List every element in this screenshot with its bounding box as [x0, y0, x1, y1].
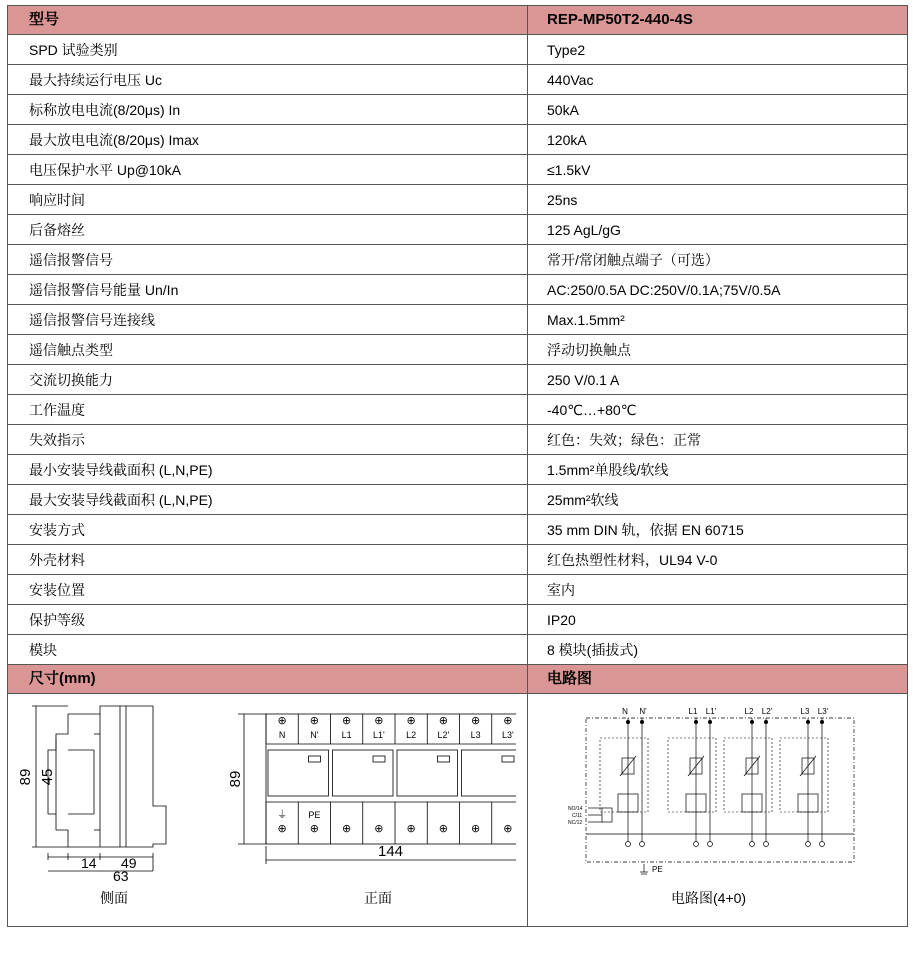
terminal-screw-top: ⊕: [471, 715, 481, 727]
spec-value: 50kA: [528, 95, 908, 125]
spec-label: 后备熔丝: [8, 215, 528, 245]
dimension-drawings-cell: [8, 694, 528, 927]
spec-table: [7, 5, 908, 927]
front-view-drawing: [216, 694, 516, 884]
front-dim-height: 89: [227, 770, 244, 788]
spec-row: [8, 215, 908, 245]
side-dim-63: 63: [113, 868, 129, 884]
spec-value: 125 AgL/gG: [528, 215, 908, 245]
spec-label: SPD 试验类别: [8, 35, 528, 65]
terminal-screw-top: ⊕: [503, 715, 513, 727]
terminal-screw-bottom: ⊕: [309, 823, 319, 835]
remote-label-nc: NC/12: [568, 820, 583, 826]
spec-row: [8, 455, 908, 485]
spec-value: 红色热塑性材料，UL94 V-0: [528, 545, 908, 575]
spec-row: [8, 65, 908, 95]
terminal-screw-bottom: ⊕: [277, 823, 287, 835]
side-view-caption: 侧面: [100, 890, 128, 906]
side-dim-49: 49: [121, 855, 137, 871]
spec-row: [8, 425, 908, 455]
spec-row: [8, 245, 908, 275]
spec-label: 标称放电电流(8/20μs) In: [8, 95, 528, 125]
spec-label: 遥信触点类型: [8, 335, 528, 365]
spec-value: 红色：失效；绿色：正常: [528, 425, 908, 455]
remote-label-c: C/11: [572, 813, 583, 819]
spec-label: 最大放电电流(8/20μs) Imax: [8, 125, 528, 155]
spec-value: AC:250/0.5A DC:250V/0.1A;75V/0.5A: [528, 275, 908, 305]
terminal-screw-top: ⊕: [309, 715, 319, 727]
ground-symbol: ⏚: [277, 810, 288, 821]
protection-module: [600, 738, 648, 812]
spec-label: 遥信报警信号能量 Un/In: [8, 275, 528, 305]
spec-row: [8, 125, 908, 155]
spec-value: 25ns: [528, 185, 908, 215]
spec-label: 安装位置: [8, 575, 528, 605]
spec-label: 外壳材料: [8, 545, 528, 575]
protection-module: [668, 738, 716, 812]
spec-row: [8, 545, 908, 575]
spec-value: 25mm²软线: [528, 485, 908, 515]
pe-terminal-label: PE: [308, 810, 321, 820]
circuit-terminal-label: L2': [761, 707, 773, 716]
spec-row: [8, 185, 908, 215]
spec-value: ≤1.5kV: [528, 155, 908, 185]
circuit-header: 电路图: [528, 665, 908, 694]
spec-value: Max.1.5mm²: [528, 305, 908, 335]
dimensions-header-row: [8, 665, 908, 694]
spec-row: [8, 275, 908, 305]
circuit-terminal-label: L1: [688, 707, 698, 716]
circuit-caption: 电路图(4+0): [671, 890, 747, 906]
protection-module: [724, 738, 772, 812]
dimensions-header: 尺寸(mm): [8, 665, 528, 694]
terminal-screw-bottom: ⊕: [503, 823, 513, 835]
status-indicator: [502, 756, 514, 762]
spec-label: 交流切换能力: [8, 365, 528, 395]
terminal-screw-top: ⊕: [374, 715, 384, 727]
spec-value: 440Vac: [528, 65, 908, 95]
spec-row: [8, 485, 908, 515]
circuit-terminal-label: L2: [744, 707, 754, 716]
status-indicator: [309, 756, 321, 762]
terminal-screw-bottom: ⊕: [342, 823, 352, 835]
side-view-drawing: [8, 694, 208, 894]
terminal-screw-bottom: ⊕: [471, 823, 481, 835]
circuit-terminal-label: L3': [817, 707, 829, 716]
module-window: [333, 750, 394, 796]
spec-label: 最小安装导线截面积 (L,N,PE): [8, 455, 528, 485]
spec-row: [8, 155, 908, 185]
front-dim-width: 144: [378, 843, 404, 860]
spec-value: 常开/常闭触点端子（可选）: [528, 245, 908, 275]
spec-label: 模块: [8, 635, 528, 665]
spec-value: 8 模块(插拔式): [528, 635, 908, 665]
terminal-screw-top: ⊕: [406, 715, 416, 727]
terminal-label: L3: [470, 730, 481, 740]
protection-module: [780, 738, 828, 812]
header-model: REP-MP50T2-440-4S: [528, 6, 908, 35]
terminal-label: L2: [406, 730, 417, 740]
header-row: [8, 6, 908, 35]
spec-row: [8, 575, 908, 605]
circuit-terminal-label: N: [622, 707, 628, 716]
spec-value: Type2: [528, 35, 908, 65]
spec-row: [8, 605, 908, 635]
terminal-screw-top: ⊕: [342, 715, 352, 727]
terminal-screw-bottom: ⊕: [438, 823, 448, 835]
spec-row: [8, 635, 908, 665]
spec-label: 失效指示: [8, 425, 528, 455]
spec-value: 35 mm DIN 轨，依据 EN 60715: [528, 515, 908, 545]
spec-label: 安装方式: [8, 515, 528, 545]
pe-label: PE: [652, 865, 663, 874]
spec-value: 浮动切换触点: [528, 335, 908, 365]
module-window: [462, 750, 517, 796]
spec-value: IP20: [528, 605, 908, 635]
spec-row: [8, 305, 908, 335]
terminal-screw-top: ⊕: [438, 715, 448, 727]
spec-label: 响应时间: [8, 185, 528, 215]
spec-row: [8, 335, 908, 365]
spec-label: 最大安装导线截面积 (L,N,PE): [8, 485, 528, 515]
spec-value: -40℃…+80℃: [528, 395, 908, 425]
header-label: 型号: [8, 6, 528, 35]
spec-label: 遥信报警信号: [8, 245, 528, 275]
spec-value: 120kA: [528, 125, 908, 155]
circuit-terminal-label: L3: [800, 707, 810, 716]
spec-label: 最大持续运行电压 Uc: [8, 65, 528, 95]
circuit-diagram: [528, 694, 908, 884]
terminal-label: L2': [437, 730, 450, 740]
status-indicator: [373, 756, 385, 762]
spec-label: 工作温度: [8, 395, 528, 425]
module-window: [268, 750, 329, 796]
spec-label: 遥信报警信号连接线: [8, 305, 528, 335]
module-window: [397, 750, 458, 796]
spec-label: 电压保护水平 Up@10kA: [8, 155, 528, 185]
spec-row: [8, 95, 908, 125]
figure-row: [8, 694, 908, 927]
circuit-terminal-label: L1': [705, 707, 717, 716]
spec-value: 1.5mm²单股线/软线: [528, 455, 908, 485]
terminal-screw-bottom: ⊕: [406, 823, 416, 835]
circuit-terminal-label: N': [639, 707, 647, 716]
spec-row: [8, 515, 908, 545]
spec-value: 室内: [528, 575, 908, 605]
terminal-label: L3': [502, 730, 514, 740]
remote-label-no: NO/14: [568, 806, 583, 812]
front-view-caption: 正面: [364, 890, 392, 906]
side-dim-14: 14: [81, 855, 97, 871]
circuit-cell: [528, 694, 908, 927]
spec-row: [8, 35, 908, 65]
spec-row: [8, 365, 908, 395]
side-dim-45: 45: [39, 768, 56, 786]
terminal-screw-top: ⊕: [277, 715, 287, 727]
terminal-label: N: [278, 730, 286, 740]
spec-value: 250 V/0.1 A: [528, 365, 908, 395]
terminal-label: N': [310, 730, 319, 740]
side-dim-89: 89: [17, 768, 34, 786]
spec-row: [8, 395, 908, 425]
status-indicator: [438, 756, 450, 762]
terminal-label: L1': [373, 730, 385, 740]
terminal-screw-bottom: ⊕: [374, 823, 384, 835]
terminal-label: L1: [341, 730, 352, 740]
spec-label: 保护等级: [8, 605, 528, 635]
